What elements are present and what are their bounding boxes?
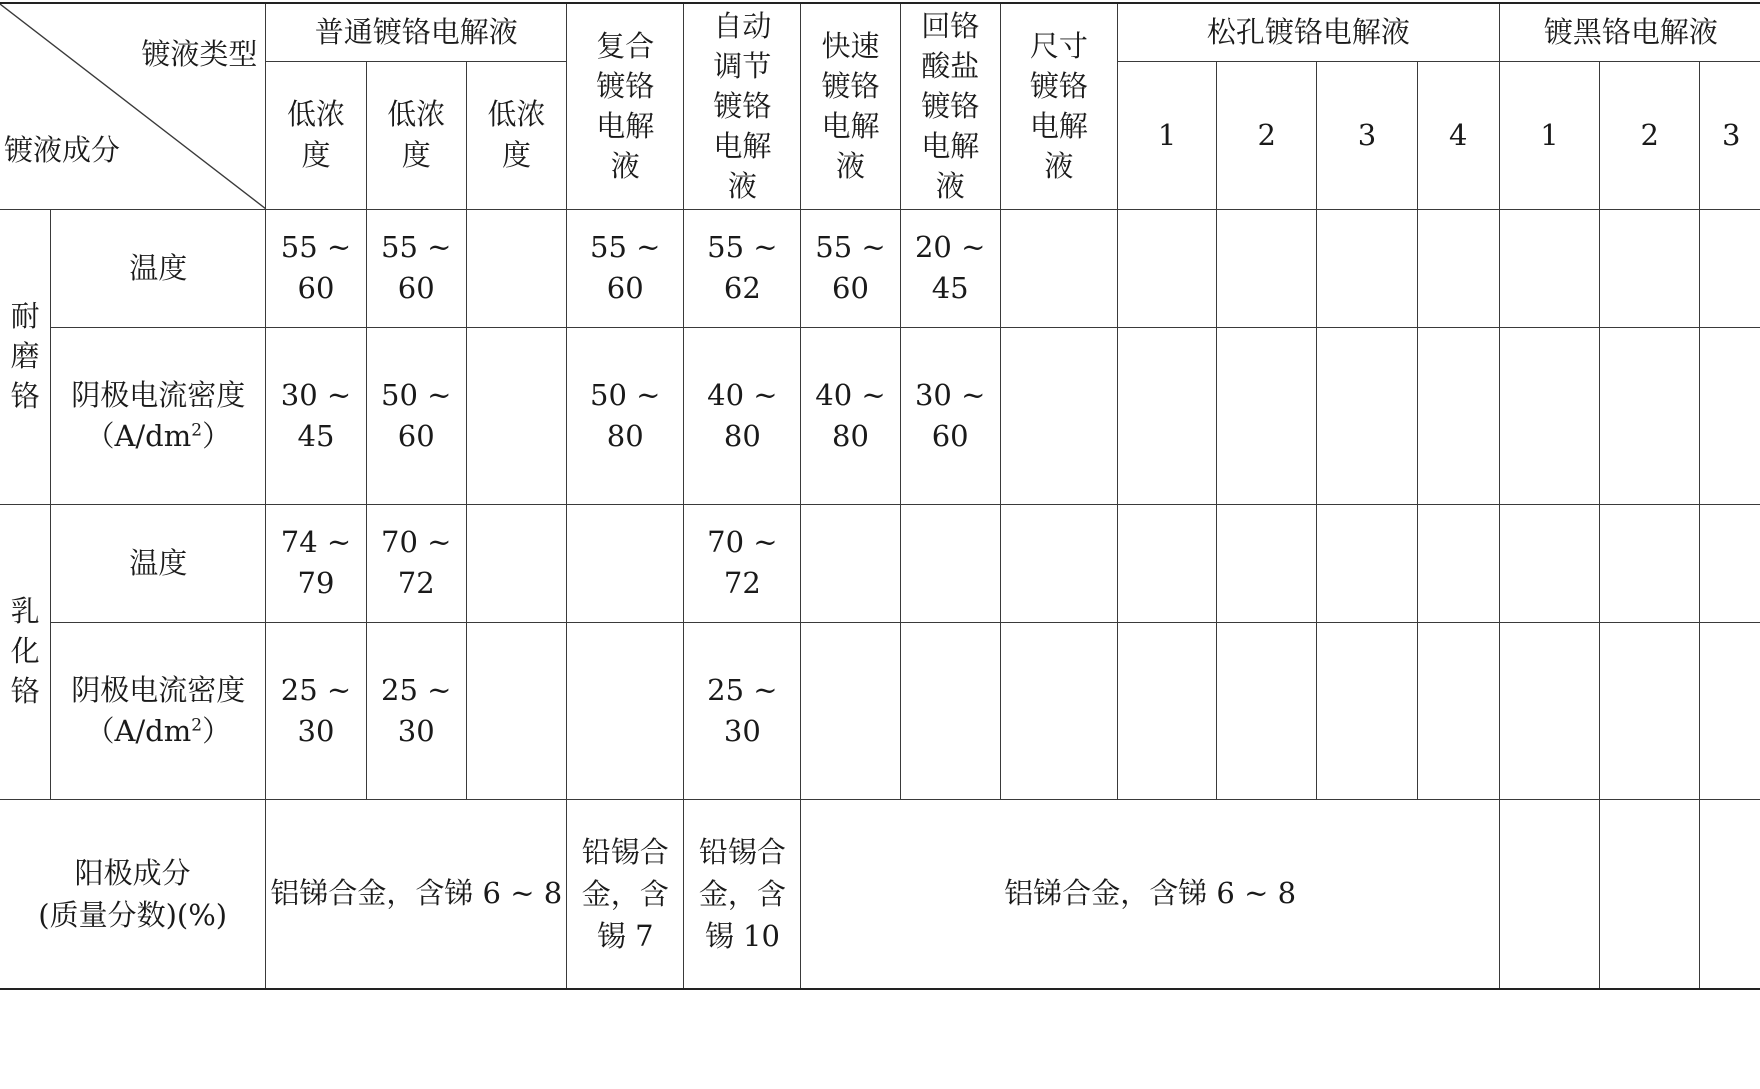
data-cell — [1317, 622, 1417, 799]
data-cell: 25 ~ 30 — [266, 622, 366, 799]
data-cell — [1217, 209, 1317, 327]
sub-ordinary-2: 低浓度 — [366, 61, 466, 209]
data-cell — [567, 504, 684, 622]
data-cell — [1317, 327, 1417, 504]
data-cell — [1117, 209, 1216, 327]
data-cell — [1117, 504, 1216, 622]
data-cell — [1700, 327, 1760, 504]
data-cell — [1317, 504, 1417, 622]
data-cell — [1700, 622, 1760, 799]
data-cell — [1000, 327, 1117, 504]
sub-porous-2: 2 — [1217, 61, 1317, 209]
data-cell: 55 ~ 60 — [567, 209, 684, 327]
data-cell — [1600, 799, 1700, 989]
data-cell — [900, 504, 1000, 622]
unit-label: $(A/dm^2)$ — [85, 713, 232, 748]
header-size: 尺寸镀铬电解液 — [1000, 3, 1117, 209]
data-cell — [1499, 327, 1599, 504]
data-cell: 70 ~ 72 — [684, 504, 801, 622]
data-cell: 30 ~ 60 — [900, 327, 1000, 504]
data-cell: 40 ~ 80 — [801, 327, 900, 504]
header-fast: 快速镀铬电解液 — [801, 3, 900, 209]
sub-black-2: 2 — [1600, 61, 1700, 209]
data-cell — [1417, 327, 1499, 504]
data-cell — [466, 327, 566, 504]
data-cell: 40 ~ 80 — [684, 327, 801, 504]
data-cell — [1000, 504, 1117, 622]
table-row — [0, 622, 1760, 799]
sub-porous-1: 1 — [1117, 61, 1216, 209]
data-cell — [1217, 622, 1317, 799]
header-recovered: 回铬酸盐镀铬电解液 — [900, 3, 1000, 209]
data-cell — [1417, 209, 1499, 327]
data-cell: 30 ~ 45 — [266, 327, 366, 504]
data-cell — [1499, 622, 1599, 799]
data-cell — [801, 622, 900, 799]
sub-black-1: 1 — [1499, 61, 1599, 209]
data-cell: 55 ~ 60 — [366, 209, 466, 327]
anode-others: 铝锑合金，含锑 6 ~ 8 — [801, 799, 1499, 989]
data-cell — [1499, 799, 1599, 989]
data-cell — [1700, 209, 1760, 327]
data-cell — [1417, 504, 1499, 622]
data-cell: 50 ~ 80 — [567, 327, 684, 504]
anode-ordinary: 铝锑合金，含锑 6 ~ 8 — [266, 799, 567, 989]
data-cell — [1700, 799, 1760, 989]
anode-composite: 铅锡合金，含锡 7 — [567, 799, 684, 989]
data-cell: 55 ~ 60 — [266, 209, 366, 327]
section-milky-chromium: 乳化铬 — [0, 504, 51, 799]
data-cell: 25 ~ 30 — [366, 622, 466, 799]
data-cell — [1317, 209, 1417, 327]
data-cell — [1600, 209, 1700, 327]
data-cell — [1700, 504, 1760, 622]
data-cell — [1600, 327, 1700, 504]
data-cell: 25 ~ 30 — [684, 622, 801, 799]
data-cell: 20 ~ 45 — [900, 209, 1000, 327]
data-cell — [1117, 327, 1216, 504]
sub-ordinary-3: 低浓度 — [466, 61, 566, 209]
plating-solution-table — [0, 2, 1760, 990]
data-cell: 74 ~ 79 — [266, 504, 366, 622]
header-porous: 松孔镀铬电解液 — [1117, 3, 1499, 61]
data-cell — [1000, 622, 1117, 799]
data-cell — [1217, 504, 1317, 622]
anode-auto: 铅锡合金，含锡 10 — [684, 799, 801, 989]
sub-porous-4: 4 — [1417, 61, 1499, 209]
row-label-current-density: 阴极电流密度 $(A/dm^2)$ — [51, 327, 266, 504]
data-cell — [466, 504, 566, 622]
data-cell — [1600, 622, 1700, 799]
row-label-temperature: 温度 — [51, 209, 266, 327]
solution-composition-label: 镀液成分 — [4, 132, 121, 167]
row-label-current-density: 阴极电流密度 $(A/dm^2)$ — [51, 622, 266, 799]
table-row — [0, 209, 1760, 327]
data-cell — [1600, 504, 1700, 622]
data-cell — [1117, 622, 1216, 799]
corner-header-cell — [0, 3, 266, 209]
data-cell — [466, 622, 566, 799]
header-row-1 — [0, 3, 1760, 61]
data-cell — [900, 622, 1000, 799]
data-cell — [1499, 209, 1599, 327]
table-row — [0, 504, 1760, 622]
sub-black-3: 3 — [1700, 61, 1760, 209]
header-composite: 复合镀铬电解液 — [567, 3, 684, 209]
row-label-temperature: 温度 — [51, 504, 266, 622]
data-cell — [466, 209, 566, 327]
data-cell: 70 ~ 72 — [366, 504, 466, 622]
data-cell — [1417, 622, 1499, 799]
data-cell: 55 ~ 60 — [801, 209, 900, 327]
data-cell: 55 ~ 62 — [684, 209, 801, 327]
header-ordinary: 普通镀铬电解液 — [266, 3, 567, 61]
data-cell — [1000, 209, 1117, 327]
sub-ordinary-1: 低浓度 — [266, 61, 366, 209]
section-wear-chromium: 耐磨铬 — [0, 209, 51, 504]
data-cell: 50 ~ 60 — [366, 327, 466, 504]
header-black: 镀黑铬电解液 — [1499, 3, 1760, 61]
unit-label: $(A/dm^2)$ — [85, 418, 232, 453]
data-cell — [1217, 327, 1317, 504]
header-auto: 自动调节镀铬电解液 — [684, 3, 801, 209]
solution-type-label: 镀液类型 — [141, 37, 258, 71]
table-row — [0, 327, 1760, 504]
table-row — [0, 799, 1760, 989]
sub-porous-3: 3 — [1317, 61, 1417, 209]
data-cell — [801, 504, 900, 622]
row-label-anode: 阳极成分 (质量分数)(%) — [0, 799, 266, 989]
data-cell — [1499, 504, 1599, 622]
data-cell — [567, 622, 684, 799]
